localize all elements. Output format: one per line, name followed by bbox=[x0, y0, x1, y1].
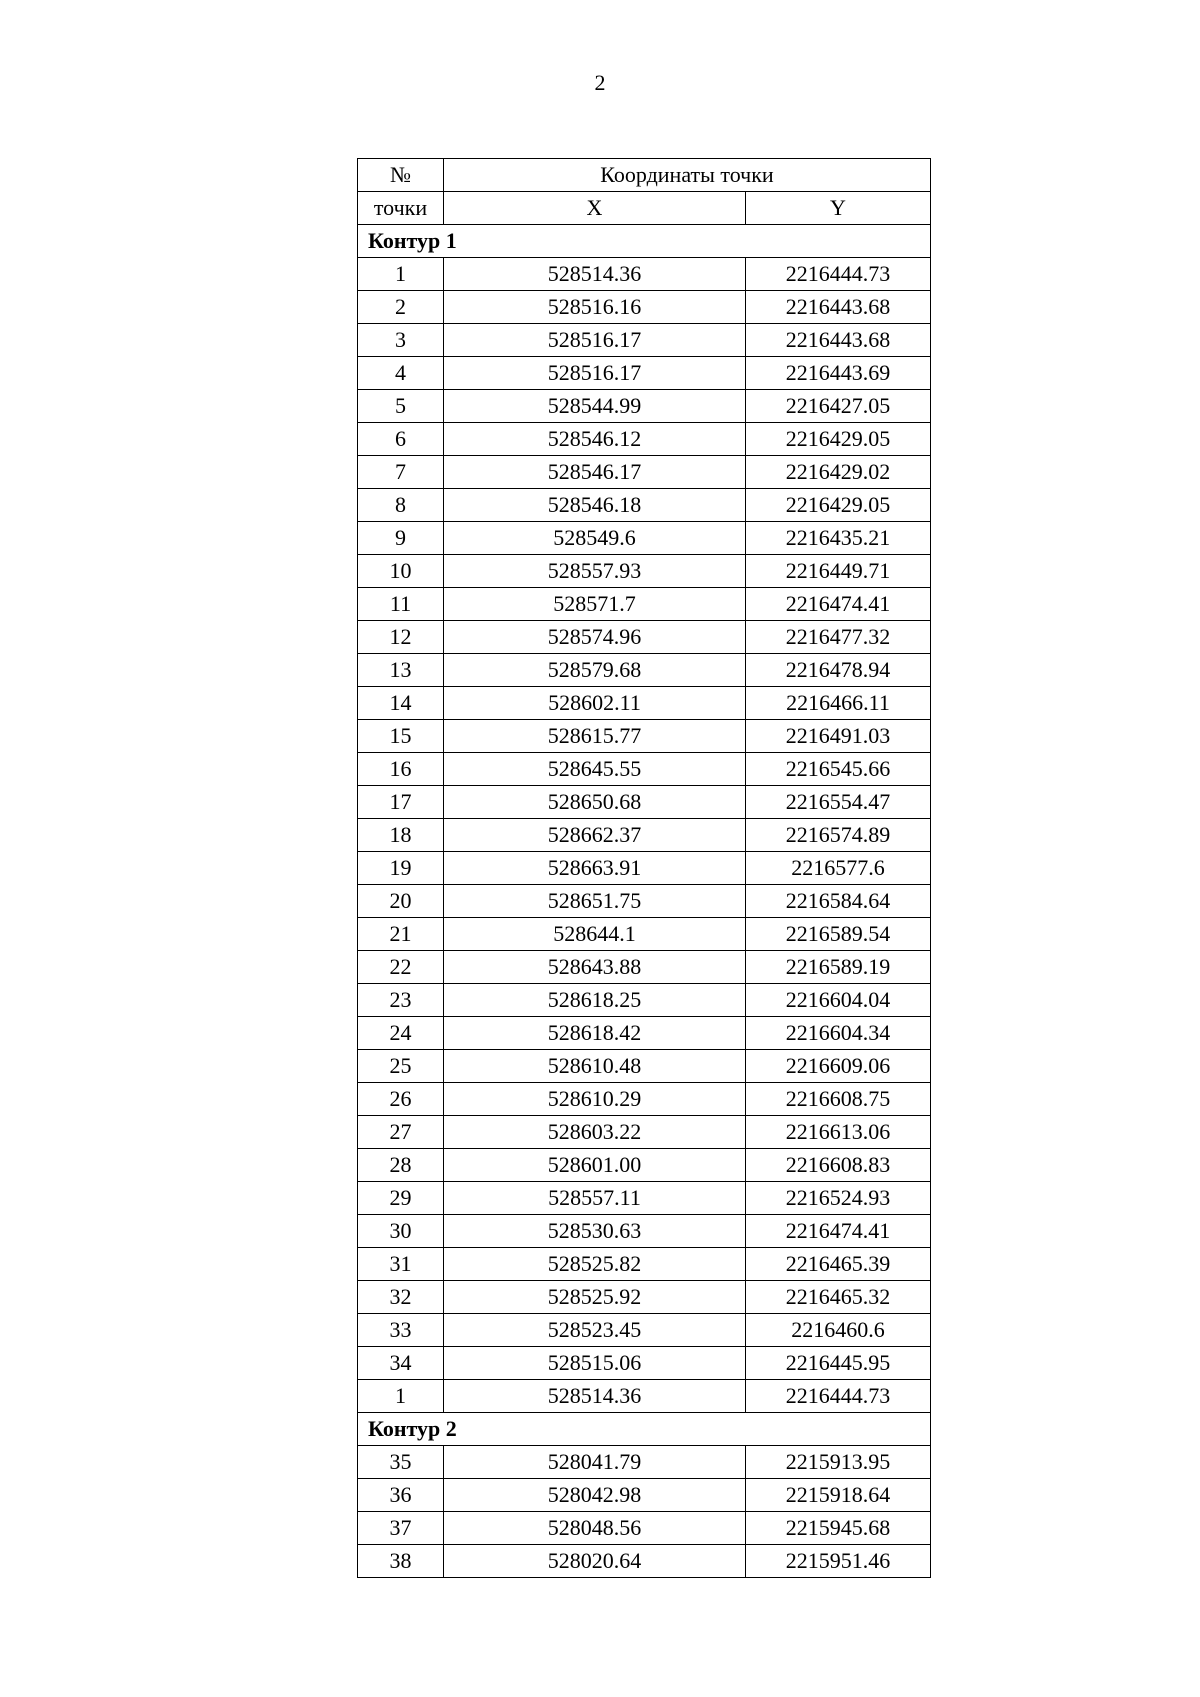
table-row bbox=[358, 885, 931, 918]
section-row bbox=[358, 1413, 931, 1446]
table-row bbox=[358, 687, 931, 720]
x-coordinate-cell: 528571.7 bbox=[444, 588, 746, 621]
table-row bbox=[358, 1182, 931, 1215]
x-coordinate-cell: 528663.91 bbox=[444, 852, 746, 885]
y-coordinate-cell: 2215951.46 bbox=[746, 1545, 931, 1578]
point-number-cell: 8 bbox=[358, 489, 444, 522]
x-coordinate-cell: 528643.88 bbox=[444, 951, 746, 984]
point-number-cell: 22 bbox=[358, 951, 444, 984]
point-number-cell: 37 bbox=[358, 1512, 444, 1545]
x-coordinate-cell: 528530.63 bbox=[444, 1215, 746, 1248]
point-number-cell: 12 bbox=[358, 621, 444, 654]
table-row bbox=[358, 1083, 931, 1116]
y-coordinate-cell: 2216435.21 bbox=[746, 522, 931, 555]
table-row bbox=[358, 753, 931, 786]
table-row bbox=[358, 1149, 931, 1182]
x-coordinate-cell: 528662.37 bbox=[444, 819, 746, 852]
point-number-cell: 33 bbox=[358, 1314, 444, 1347]
y-coordinate-cell: 2216465.32 bbox=[746, 1281, 931, 1314]
x-coordinate-cell: 528603.22 bbox=[444, 1116, 746, 1149]
point-number-cell: 1 bbox=[358, 1380, 444, 1413]
point-number-cell: 29 bbox=[358, 1182, 444, 1215]
table-row bbox=[358, 1281, 931, 1314]
y-coordinate-cell: 2216474.41 bbox=[746, 1215, 931, 1248]
y-coordinate-cell: 2216444.73 bbox=[746, 1380, 931, 1413]
table-row bbox=[358, 1380, 931, 1413]
table-row bbox=[358, 1116, 931, 1149]
y-coordinate-cell: 2216589.19 bbox=[746, 951, 931, 984]
header-row-1 bbox=[358, 159, 931, 192]
x-coordinate-cell: 528618.25 bbox=[444, 984, 746, 1017]
x-coordinate-cell: 528523.45 bbox=[444, 1314, 746, 1347]
y-coordinate-cell: 2216491.03 bbox=[746, 720, 931, 753]
x-coordinate-cell: 528651.75 bbox=[444, 885, 746, 918]
x-coordinate-cell: 528020.64 bbox=[444, 1545, 746, 1578]
x-coordinate-cell: 528514.36 bbox=[444, 1380, 746, 1413]
point-number-cell: 15 bbox=[358, 720, 444, 753]
table-row bbox=[358, 357, 931, 390]
x-coordinate-cell: 528574.96 bbox=[444, 621, 746, 654]
y-coordinate-cell: 2215913.95 bbox=[746, 1446, 931, 1479]
y-column-header: Y bbox=[746, 192, 931, 225]
point-number-cell: 3 bbox=[358, 324, 444, 357]
y-coordinate-cell: 2216613.06 bbox=[746, 1116, 931, 1149]
y-coordinate-cell: 2216443.68 bbox=[746, 324, 931, 357]
point-number-cell: 31 bbox=[358, 1248, 444, 1281]
table-body bbox=[358, 225, 931, 1578]
x-coordinate-cell: 528041.79 bbox=[444, 1446, 746, 1479]
point-number-cell: 28 bbox=[358, 1149, 444, 1182]
point-number-cell: 10 bbox=[358, 555, 444, 588]
point-number-cell: 24 bbox=[358, 1017, 444, 1050]
page-number: 2 bbox=[594, 70, 606, 95]
point-number-cell: 2 bbox=[358, 291, 444, 324]
point-number-cell: 34 bbox=[358, 1347, 444, 1380]
point-number-cell: 19 bbox=[358, 852, 444, 885]
point-number-cell: 14 bbox=[358, 687, 444, 720]
y-coordinate-cell: 2216478.94 bbox=[746, 654, 931, 687]
point-number-cell: 7 bbox=[358, 456, 444, 489]
x-coordinate-cell: 528546.18 bbox=[444, 489, 746, 522]
table-row bbox=[358, 1017, 931, 1050]
table-row bbox=[358, 489, 931, 522]
point-number-cell: 6 bbox=[358, 423, 444, 456]
y-coordinate-cell: 2216427.05 bbox=[746, 390, 931, 423]
table-row bbox=[358, 786, 931, 819]
y-coordinate-cell: 2216445.95 bbox=[746, 1347, 931, 1380]
y-coordinate-cell: 2216429.05 bbox=[746, 489, 931, 522]
table-row bbox=[358, 654, 931, 687]
table-row bbox=[358, 555, 931, 588]
table-row bbox=[358, 291, 931, 324]
section-row bbox=[358, 225, 931, 258]
point-number-cell: 38 bbox=[358, 1545, 444, 1578]
y-coordinate-cell: 2216477.32 bbox=[746, 621, 931, 654]
table-row bbox=[358, 258, 931, 291]
table-row bbox=[358, 1215, 931, 1248]
table-row bbox=[358, 1050, 931, 1083]
point-number-cell: 23 bbox=[358, 984, 444, 1017]
coordinates-group-header: Координаты точки bbox=[444, 159, 931, 192]
point-number-header-sign: № bbox=[358, 159, 444, 192]
y-coordinate-cell: 2216608.75 bbox=[746, 1083, 931, 1116]
y-coordinate-cell: 2216443.68 bbox=[746, 291, 931, 324]
point-number-cell: 16 bbox=[358, 753, 444, 786]
table-row bbox=[358, 720, 931, 753]
coordinates-table bbox=[357, 158, 931, 1578]
x-coordinate-cell: 528602.11 bbox=[444, 687, 746, 720]
point-number-cell: 17 bbox=[358, 786, 444, 819]
x-coordinate-cell: 528515.06 bbox=[444, 1347, 746, 1380]
table-row bbox=[358, 1512, 931, 1545]
x-coordinate-cell: 528579.68 bbox=[444, 654, 746, 687]
x-coordinate-cell: 528644.1 bbox=[444, 918, 746, 951]
x-coordinate-cell: 528610.48 bbox=[444, 1050, 746, 1083]
x-coordinate-cell: 528525.92 bbox=[444, 1281, 746, 1314]
table-header bbox=[358, 159, 931, 225]
point-number-cell: 20 bbox=[358, 885, 444, 918]
x-coordinate-cell: 528516.17 bbox=[444, 357, 746, 390]
y-coordinate-cell: 2215945.68 bbox=[746, 1512, 931, 1545]
point-number-cell: 27 bbox=[358, 1116, 444, 1149]
y-coordinate-cell: 2216460.6 bbox=[746, 1314, 931, 1347]
point-number-cell: 25 bbox=[358, 1050, 444, 1083]
x-coordinate-cell: 528610.29 bbox=[444, 1083, 746, 1116]
table-row bbox=[358, 423, 931, 456]
table-row bbox=[358, 1314, 931, 1347]
section-title: Контур 1 bbox=[358, 225, 931, 258]
table-row bbox=[358, 324, 931, 357]
x-column-header: X bbox=[444, 192, 746, 225]
table-row bbox=[358, 456, 931, 489]
table-row bbox=[358, 852, 931, 885]
point-number-cell: 4 bbox=[358, 357, 444, 390]
point-number-cell: 13 bbox=[358, 654, 444, 687]
point-number-cell: 5 bbox=[358, 390, 444, 423]
point-number-cell: 35 bbox=[358, 1446, 444, 1479]
x-coordinate-cell: 528514.36 bbox=[444, 258, 746, 291]
y-coordinate-cell: 2216466.11 bbox=[746, 687, 931, 720]
table-row bbox=[358, 984, 931, 1017]
x-coordinate-cell: 528042.98 bbox=[444, 1479, 746, 1512]
y-coordinate-cell: 2216604.04 bbox=[746, 984, 931, 1017]
table-row bbox=[358, 621, 931, 654]
table-row bbox=[358, 951, 931, 984]
y-coordinate-cell: 2216449.71 bbox=[746, 555, 931, 588]
y-coordinate-cell: 2216524.93 bbox=[746, 1182, 931, 1215]
x-coordinate-cell: 528557.93 bbox=[444, 555, 746, 588]
y-coordinate-cell: 2216444.73 bbox=[746, 258, 931, 291]
x-coordinate-cell: 528615.77 bbox=[444, 720, 746, 753]
table-row bbox=[358, 1248, 931, 1281]
y-coordinate-cell: 2216608.83 bbox=[746, 1149, 931, 1182]
table-row bbox=[358, 1446, 931, 1479]
table-row bbox=[358, 390, 931, 423]
point-number-cell: 36 bbox=[358, 1479, 444, 1512]
table-row bbox=[358, 918, 931, 951]
x-coordinate-cell: 528048.56 bbox=[444, 1512, 746, 1545]
y-coordinate-cell: 2216429.05 bbox=[746, 423, 931, 456]
table-row bbox=[358, 1545, 931, 1578]
x-coordinate-cell: 528544.99 bbox=[444, 390, 746, 423]
y-coordinate-cell: 2216577.6 bbox=[746, 852, 931, 885]
point-number-cell: 18 bbox=[358, 819, 444, 852]
point-number-cell: 11 bbox=[358, 588, 444, 621]
y-coordinate-cell: 2216429.02 bbox=[746, 456, 931, 489]
table-row bbox=[358, 1479, 931, 1512]
x-coordinate-cell: 528546.12 bbox=[444, 423, 746, 456]
point-number-cell: 26 bbox=[358, 1083, 444, 1116]
x-coordinate-cell: 528525.82 bbox=[444, 1248, 746, 1281]
point-number-cell: 32 bbox=[358, 1281, 444, 1314]
x-coordinate-cell: 528549.6 bbox=[444, 522, 746, 555]
y-coordinate-cell: 2216443.69 bbox=[746, 357, 931, 390]
y-coordinate-cell: 2216554.47 bbox=[746, 786, 931, 819]
y-coordinate-cell: 2216545.66 bbox=[746, 753, 931, 786]
y-coordinate-cell: 2216474.41 bbox=[746, 588, 931, 621]
x-coordinate-cell: 528601.00 bbox=[444, 1149, 746, 1182]
table-row bbox=[358, 588, 931, 621]
y-coordinate-cell: 2216465.39 bbox=[746, 1248, 931, 1281]
header-row-2 bbox=[358, 192, 931, 225]
x-coordinate-cell: 528618.42 bbox=[444, 1017, 746, 1050]
point-number-cell: 21 bbox=[358, 918, 444, 951]
point-number-cell: 9 bbox=[358, 522, 444, 555]
section-title: Контур 2 bbox=[358, 1413, 931, 1446]
x-coordinate-cell: 528645.55 bbox=[444, 753, 746, 786]
point-number-cell: 30 bbox=[358, 1215, 444, 1248]
x-coordinate-cell: 528546.17 bbox=[444, 456, 746, 489]
y-coordinate-cell: 2216604.34 bbox=[746, 1017, 931, 1050]
x-coordinate-cell: 528557.11 bbox=[444, 1182, 746, 1215]
table-row bbox=[358, 522, 931, 555]
x-coordinate-cell: 528516.16 bbox=[444, 291, 746, 324]
y-coordinate-cell: 2216574.89 bbox=[746, 819, 931, 852]
x-coordinate-cell: 528650.68 bbox=[444, 786, 746, 819]
y-coordinate-cell: 2216584.64 bbox=[746, 885, 931, 918]
x-coordinate-cell: 528516.17 bbox=[444, 324, 746, 357]
y-coordinate-cell: 2215918.64 bbox=[746, 1479, 931, 1512]
y-coordinate-cell: 2216609.06 bbox=[746, 1050, 931, 1083]
point-number-header-word: точки bbox=[358, 192, 444, 225]
point-number-cell: 1 bbox=[358, 258, 444, 291]
table-row bbox=[358, 819, 931, 852]
y-coordinate-cell: 2216589.54 bbox=[746, 918, 931, 951]
table-row bbox=[358, 1347, 931, 1380]
